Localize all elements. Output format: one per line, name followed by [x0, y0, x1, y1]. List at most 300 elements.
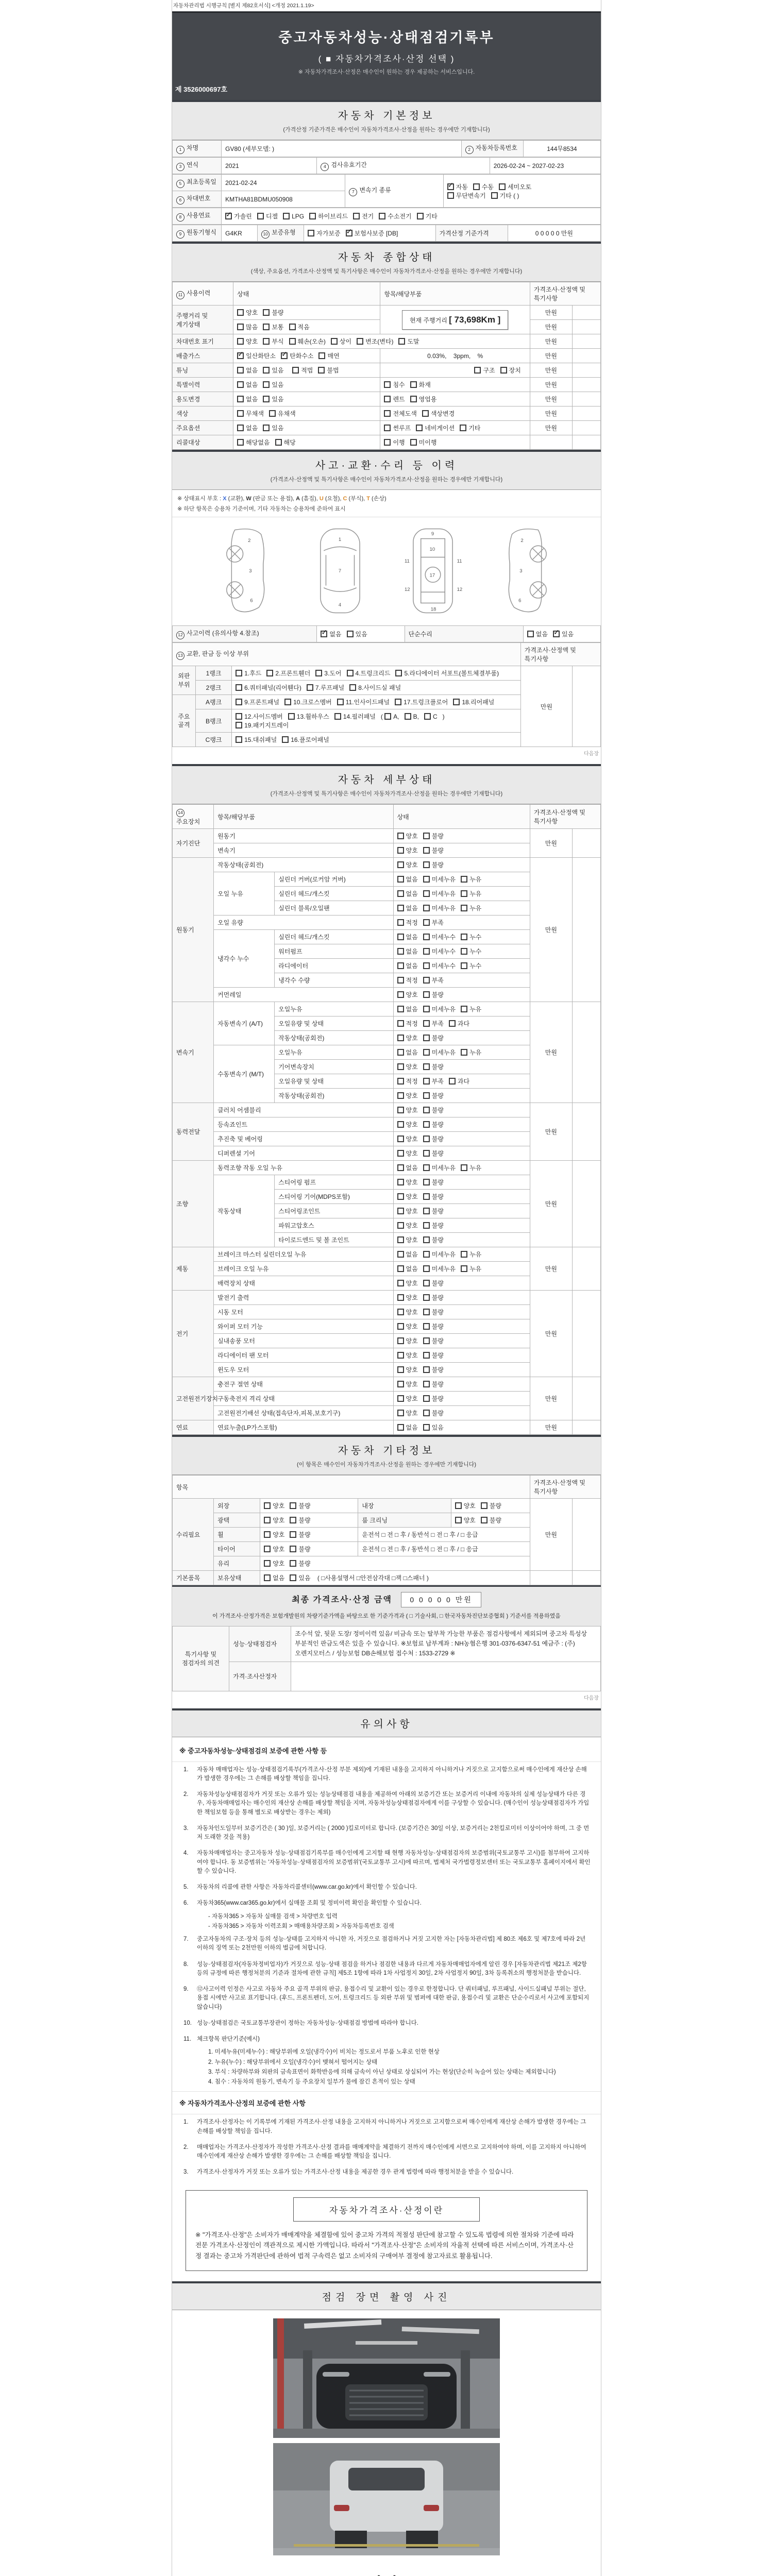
checkbox[interactable]: [397, 1164, 404, 1171]
checkbox[interactable]: [397, 1222, 404, 1229]
checkbox-option[interactable]: [481, 1501, 501, 1510]
checkbox[interactable]: [461, 1006, 467, 1012]
checkbox-option[interactable]: [423, 1019, 444, 1028]
checkbox-option[interactable]: [461, 1163, 481, 1172]
checkbox-option[interactable]: [384, 438, 405, 447]
checkbox[interactable]: [461, 1251, 467, 1258]
checkbox[interactable]: [461, 1049, 467, 1056]
checkbox[interactable]: [237, 324, 244, 330]
checkbox-option[interactable]: [423, 904, 456, 912]
checkbox[interactable]: [397, 1121, 404, 1128]
checkbox-option[interactable]: [500, 366, 521, 375]
checkbox[interactable]: [397, 1323, 404, 1330]
checkbox-option[interactable]: [423, 1106, 444, 1114]
checkbox[interactable]: [423, 833, 430, 839]
checkbox[interactable]: [423, 962, 430, 969]
checkbox-option[interactable]: [225, 212, 252, 221]
checkbox[interactable]: [461, 1265, 467, 1272]
checkbox[interactable]: [236, 713, 242, 720]
checkbox[interactable]: [395, 699, 401, 705]
checkbox-option[interactable]: [395, 698, 448, 706]
checkbox[interactable]: [481, 1502, 488, 1509]
checkbox[interactable]: [423, 847, 430, 854]
checkbox[interactable]: [397, 1063, 404, 1070]
checkbox[interactable]: [257, 213, 264, 219]
checkbox[interactable]: [461, 934, 467, 940]
checkbox[interactable]: [290, 1546, 296, 1552]
checkbox[interactable]: [461, 962, 467, 969]
checkbox-option[interactable]: [397, 1380, 418, 1388]
checkbox-option[interactable]: [449, 1077, 469, 1086]
checkbox-option[interactable]: [269, 409, 296, 418]
checkbox[interactable]: [397, 1193, 404, 1200]
checkbox[interactable]: [423, 1236, 430, 1243]
checkbox-option[interactable]: [397, 1351, 418, 1360]
checkbox[interactable]: [384, 713, 391, 720]
checkbox-option[interactable]: [423, 1149, 444, 1158]
checkbox[interactable]: [423, 977, 430, 984]
checkbox[interactable]: [397, 1352, 404, 1359]
checkbox-option[interactable]: [423, 1250, 456, 1259]
checkbox[interactable]: [397, 1078, 404, 1084]
checkbox-option[interactable]: [397, 990, 418, 999]
checkbox[interactable]: [225, 213, 232, 219]
checkbox-option[interactable]: [410, 395, 437, 403]
checkbox[interactable]: [422, 410, 429, 417]
checkbox-option[interactable]: [397, 1048, 418, 1057]
checkbox-option[interactable]: [417, 212, 438, 221]
checkbox-option[interactable]: [384, 380, 405, 389]
checkbox[interactable]: [423, 1121, 430, 1128]
checkbox-option[interactable]: [461, 1048, 481, 1057]
checkbox-option[interactable]: [397, 1336, 418, 1345]
checkbox-option[interactable]: [455, 1501, 476, 1510]
checkbox-option[interactable]: [423, 1178, 444, 1187]
checkbox-option[interactable]: [397, 1192, 418, 1201]
checkbox-option[interactable]: [397, 961, 418, 970]
checkbox-option[interactable]: [397, 1322, 418, 1331]
checkbox-option[interactable]: [384, 395, 405, 403]
checkbox-option[interactable]: [397, 860, 418, 869]
checkbox[interactable]: [237, 439, 244, 446]
checkbox[interactable]: [423, 934, 430, 940]
checkbox-option[interactable]: [423, 1351, 444, 1360]
checkbox-option[interactable]: [397, 1423, 418, 1432]
checkbox-option[interactable]: [473, 182, 494, 191]
checkbox[interactable]: [423, 1323, 430, 1330]
checkbox[interactable]: [553, 631, 560, 637]
checkbox-option[interactable]: [423, 1048, 456, 1057]
checkbox[interactable]: [357, 338, 363, 345]
checkbox-option[interactable]: [290, 1545, 310, 1553]
checkbox-option[interactable]: [461, 933, 481, 941]
checkbox[interactable]: [461, 948, 467, 955]
checkbox-option[interactable]: [397, 976, 418, 985]
checkbox[interactable]: [423, 861, 430, 868]
checkbox-option[interactable]: [423, 918, 444, 927]
checkbox[interactable]: [423, 948, 430, 955]
checkbox-option[interactable]: [236, 735, 277, 744]
checkbox[interactable]: [264, 1502, 271, 1509]
checkbox-option[interactable]: [423, 1033, 444, 1042]
checkbox[interactable]: [309, 213, 316, 219]
checkbox[interactable]: [423, 1006, 430, 1012]
checkbox[interactable]: [263, 367, 270, 374]
checkbox[interactable]: [384, 381, 391, 388]
checkbox-option[interactable]: [423, 947, 456, 956]
checkbox[interactable]: [453, 699, 460, 705]
checkbox-option[interactable]: [397, 1235, 418, 1244]
checkbox[interactable]: [423, 1164, 430, 1171]
checkbox[interactable]: [423, 1049, 430, 1056]
checkbox[interactable]: [397, 1092, 404, 1099]
checkbox[interactable]: [499, 183, 506, 190]
checkbox[interactable]: [423, 1193, 430, 1200]
checkbox-option[interactable]: [334, 712, 376, 721]
checkbox[interactable]: [334, 713, 341, 720]
checkbox-option[interactable]: [290, 1559, 310, 1568]
checkbox[interactable]: [410, 439, 417, 446]
checkbox-option[interactable]: [461, 889, 481, 898]
checkbox-option[interactable]: [527, 630, 548, 638]
checkbox-option[interactable]: [397, 1207, 418, 1215]
checkbox-option[interactable]: [423, 1221, 444, 1230]
checkbox-option[interactable]: [289, 323, 310, 331]
checkbox-option[interactable]: [290, 1573, 310, 1582]
checkbox[interactable]: [397, 1049, 404, 1056]
checkbox[interactable]: [423, 890, 430, 897]
checkbox[interactable]: [423, 1035, 430, 1041]
checkbox[interactable]: [500, 367, 507, 374]
checkbox-option[interactable]: [423, 1423, 444, 1432]
checkbox[interactable]: [264, 1574, 271, 1581]
checkbox[interactable]: [264, 1546, 271, 1552]
checkbox[interactable]: [237, 338, 244, 345]
checkbox[interactable]: [460, 425, 466, 431]
checkbox-option[interactable]: [461, 1250, 481, 1259]
checkbox-option[interactable]: [264, 1501, 284, 1510]
checkbox[interactable]: [481, 1517, 488, 1523]
checkbox-option[interactable]: [423, 961, 456, 970]
checkbox[interactable]: [263, 324, 270, 330]
checkbox-option[interactable]: [318, 351, 339, 360]
checkbox-option[interactable]: [237, 308, 258, 317]
checkbox[interactable]: [397, 1381, 404, 1387]
checkbox[interactable]: [288, 713, 295, 720]
checkbox[interactable]: [236, 699, 242, 705]
checkbox-option[interactable]: [397, 933, 418, 941]
checkbox[interactable]: [269, 410, 276, 417]
checkbox[interactable]: [423, 1222, 430, 1229]
checkbox-option[interactable]: [315, 669, 341, 677]
checkbox-option[interactable]: [423, 933, 456, 941]
checkbox-option[interactable]: [237, 366, 258, 375]
checkbox-option[interactable]: [397, 1409, 418, 1417]
checkbox-option[interactable]: [263, 308, 283, 317]
checkbox[interactable]: [318, 352, 325, 359]
checkbox[interactable]: [397, 1294, 404, 1301]
checkbox-option[interactable]: [397, 1062, 418, 1071]
checkbox[interactable]: [423, 1136, 430, 1142]
checkbox-option[interactable]: [264, 1559, 284, 1568]
checkbox-option[interactable]: [379, 212, 411, 221]
checkbox-option[interactable]: [397, 1149, 418, 1158]
checkbox-option[interactable]: [397, 1019, 418, 1028]
checkbox-option[interactable]: [397, 1221, 418, 1230]
checkbox[interactable]: [416, 425, 423, 431]
checkbox-option[interactable]: [290, 1516, 310, 1524]
checkbox-option[interactable]: [397, 1033, 418, 1042]
checkbox[interactable]: [318, 367, 325, 374]
checkbox-option[interactable]: [337, 698, 390, 706]
checkbox[interactable]: [397, 1251, 404, 1258]
checkbox-option[interactable]: [397, 947, 418, 956]
checkbox[interactable]: [461, 876, 467, 883]
checkbox-option[interactable]: [423, 1077, 444, 1086]
checkbox-option[interactable]: [423, 1380, 444, 1388]
checkbox[interactable]: [397, 1424, 404, 1431]
checkbox[interactable]: [283, 213, 290, 219]
checkbox[interactable]: [397, 934, 404, 940]
checkbox-option[interactable]: [461, 1264, 481, 1273]
checkbox[interactable]: [384, 410, 391, 417]
checkbox-option[interactable]: [237, 337, 258, 346]
checkbox-option[interactable]: [397, 1293, 418, 1302]
checkbox[interactable]: [237, 425, 244, 431]
checkbox[interactable]: [290, 1517, 296, 1523]
checkbox[interactable]: [491, 192, 498, 199]
checkbox[interactable]: [264, 1531, 271, 1538]
checkbox[interactable]: [397, 1410, 404, 1416]
checkbox-option[interactable]: [423, 846, 444, 855]
checkbox-option[interactable]: [397, 1091, 418, 1100]
checkbox[interactable]: [307, 684, 313, 691]
checkbox[interactable]: [346, 230, 352, 236]
checkbox[interactable]: [397, 1309, 404, 1315]
checkbox-option[interactable]: [424, 713, 438, 720]
checkbox-option[interactable]: [275, 438, 296, 447]
checkbox[interactable]: [417, 213, 424, 219]
checkbox-option[interactable]: [290, 1530, 310, 1539]
checkbox[interactable]: [347, 670, 354, 676]
checkbox-option[interactable]: [347, 630, 367, 638]
checkbox[interactable]: [321, 631, 327, 637]
checkbox-option[interactable]: [384, 423, 411, 432]
checkbox-option[interactable]: [264, 1545, 284, 1553]
checkbox[interactable]: [397, 1136, 404, 1142]
checkbox-option[interactable]: [237, 395, 258, 403]
checkbox[interactable]: [461, 890, 467, 897]
checkbox-option[interactable]: [397, 1106, 418, 1114]
checkbox-option[interactable]: [290, 1501, 310, 1510]
checkbox-option[interactable]: [474, 366, 495, 375]
checkbox-option[interactable]: [309, 212, 348, 221]
checkbox[interactable]: [423, 1078, 430, 1084]
checkbox-option[interactable]: [237, 351, 276, 360]
checkbox-option[interactable]: [461, 961, 481, 970]
checkbox-option[interactable]: [423, 1120, 444, 1129]
checkbox-option[interactable]: [236, 712, 283, 721]
checkbox[interactable]: [236, 736, 242, 743]
checkbox[interactable]: [423, 1337, 430, 1344]
checkbox[interactable]: [282, 736, 289, 743]
checkbox[interactable]: [397, 833, 404, 839]
checkbox-option[interactable]: [236, 683, 301, 692]
checkbox-option[interactable]: [282, 735, 329, 744]
checkbox-option[interactable]: [289, 337, 326, 346]
checkbox[interactable]: [397, 861, 404, 868]
checkbox[interactable]: [353, 213, 360, 219]
checkbox[interactable]: [423, 1381, 430, 1387]
checkbox-option[interactable]: [461, 875, 481, 884]
checkbox-option[interactable]: [237, 409, 264, 418]
checkbox[interactable]: [423, 1150, 430, 1157]
checkbox[interactable]: [410, 381, 417, 388]
checkbox[interactable]: [423, 1294, 430, 1301]
checkbox-option[interactable]: [423, 1264, 456, 1273]
checkbox[interactable]: [237, 396, 244, 402]
checkbox-option[interactable]: [397, 1120, 418, 1129]
checkbox[interactable]: [397, 1366, 404, 1373]
checkbox[interactable]: [423, 1280, 430, 1286]
checkbox[interactable]: [424, 713, 431, 720]
checkbox-option[interactable]: [423, 976, 444, 985]
checkbox-option[interactable]: [397, 1077, 418, 1086]
checkbox[interactable]: [281, 352, 288, 359]
checkbox-option[interactable]: [308, 229, 340, 238]
checkbox-option[interactable]: [423, 1322, 444, 1331]
checkbox-option[interactable]: [349, 683, 401, 692]
checkbox[interactable]: [397, 1208, 404, 1214]
checkbox-option[interactable]: [461, 904, 481, 912]
checkbox-option[interactable]: [423, 1336, 444, 1345]
checkbox[interactable]: [290, 1502, 296, 1509]
checkbox-option[interactable]: [357, 337, 393, 346]
checkbox[interactable]: [397, 1006, 404, 1012]
checkbox[interactable]: [447, 183, 454, 190]
checkbox-option[interactable]: [423, 1192, 444, 1201]
checkbox[interactable]: [275, 439, 282, 446]
checkbox-option[interactable]: [410, 380, 431, 389]
checkbox[interactable]: [237, 309, 244, 316]
checkbox[interactable]: [397, 919, 404, 926]
checkbox[interactable]: [337, 699, 344, 705]
checkbox[interactable]: [384, 425, 391, 431]
checkbox-option[interactable]: [491, 191, 519, 200]
checkbox[interactable]: [397, 890, 404, 897]
checkbox[interactable]: [527, 631, 534, 637]
checkbox[interactable]: [397, 962, 404, 969]
checkbox-option[interactable]: [237, 438, 270, 447]
checkbox[interactable]: [423, 905, 430, 911]
checkbox-option[interactable]: [307, 683, 344, 692]
checkbox[interactable]: [263, 381, 270, 388]
checkbox-option[interactable]: [423, 1279, 444, 1287]
checkbox-option[interactable]: [263, 337, 283, 346]
checkbox[interactable]: [308, 230, 314, 236]
checkbox[interactable]: [423, 876, 430, 883]
checkbox[interactable]: [397, 876, 404, 883]
checkbox-option[interactable]: [461, 947, 481, 956]
checkbox-option[interactable]: [423, 1409, 444, 1417]
checkbox[interactable]: [423, 1063, 430, 1070]
checkbox[interactable]: [397, 1020, 404, 1027]
checkbox-option[interactable]: [263, 423, 283, 432]
checkbox-option[interactable]: [397, 889, 418, 898]
checkbox-option[interactable]: [410, 438, 437, 447]
checkbox-option[interactable]: [447, 191, 486, 200]
checkbox[interactable]: [397, 977, 404, 984]
checkbox[interactable]: [236, 722, 242, 728]
checkbox[interactable]: [266, 670, 273, 676]
checkbox-option[interactable]: [423, 1207, 444, 1215]
checkbox[interactable]: [423, 1251, 430, 1258]
checkbox[interactable]: [384, 396, 391, 402]
checkbox-option[interactable]: [416, 423, 455, 432]
checkbox-option[interactable]: [397, 1279, 418, 1287]
checkbox-option[interactable]: [398, 337, 419, 346]
checkbox[interactable]: [397, 991, 404, 998]
checkbox[interactable]: [423, 1410, 430, 1416]
checkbox[interactable]: [423, 1020, 430, 1027]
checkbox-option[interactable]: [423, 1365, 444, 1374]
checkbox-option[interactable]: [553, 630, 574, 638]
checkbox-option[interactable]: [461, 1005, 481, 1013]
checkbox-option[interactable]: [423, 1394, 444, 1403]
checkbox-option[interactable]: [447, 182, 468, 191]
checkbox-option[interactable]: [257, 212, 278, 221]
checkbox[interactable]: [423, 991, 430, 998]
checkbox-option[interactable]: [397, 1163, 418, 1172]
checkbox-option[interactable]: [284, 698, 332, 706]
checkbox-option[interactable]: [288, 712, 329, 721]
checkbox-option[interactable]: [264, 1516, 284, 1524]
checkbox[interactable]: [397, 1107, 404, 1113]
checkbox-option[interactable]: [423, 875, 456, 884]
checkbox[interactable]: [423, 1309, 430, 1315]
checkbox[interactable]: [264, 1517, 271, 1523]
checkbox-option[interactable]: [236, 698, 279, 706]
checkbox-option[interactable]: [397, 1264, 418, 1273]
checkbox[interactable]: [405, 713, 411, 720]
checkbox[interactable]: [397, 1035, 404, 1041]
checkbox[interactable]: [423, 1395, 430, 1402]
checkbox[interactable]: [315, 670, 322, 676]
checkbox-option[interactable]: [236, 669, 261, 677]
checkbox-option[interactable]: [460, 423, 480, 432]
checkbox-option[interactable]: [395, 669, 499, 677]
checkbox-option[interactable]: [281, 351, 313, 360]
checkbox-option[interactable]: [397, 1178, 418, 1187]
checkbox[interactable]: [423, 1107, 430, 1113]
checkbox[interactable]: [397, 948, 404, 955]
checkbox-option[interactable]: [397, 846, 418, 855]
checkbox[interactable]: [423, 1424, 430, 1431]
checkbox-option[interactable]: [237, 380, 258, 389]
checkbox-option[interactable]: [321, 630, 341, 638]
checkbox[interactable]: [423, 1092, 430, 1099]
checkbox[interactable]: [292, 367, 299, 374]
checkbox[interactable]: [384, 439, 391, 446]
checkbox[interactable]: [284, 699, 291, 705]
checkbox[interactable]: [423, 1179, 430, 1185]
checkbox[interactable]: [410, 396, 417, 402]
checkbox[interactable]: [237, 410, 244, 417]
checkbox-option[interactable]: [422, 409, 455, 418]
checkbox[interactable]: [290, 1531, 296, 1538]
checkbox[interactable]: [449, 1020, 456, 1027]
checkbox[interactable]: [397, 1236, 404, 1243]
